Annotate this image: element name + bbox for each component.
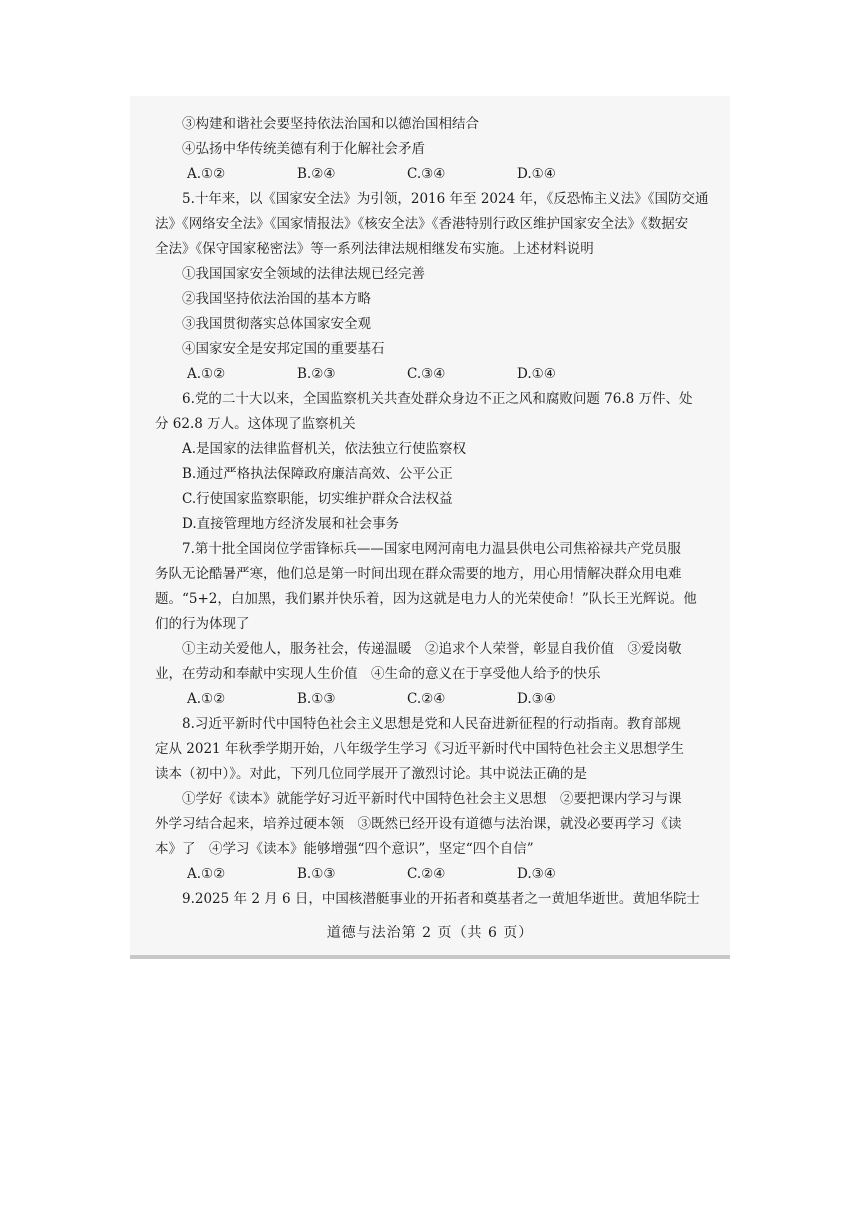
q5-stem-line: 全法》《保守国家秘密法》等一系列法律法规相继发布实施。上述材料说明	[155, 241, 594, 257]
q8-options-line: 本》了 ④学习《读本》能够增强“四个意识”，坚定“四个自信”	[155, 841, 534, 857]
q5-stem-line: 法》《网络安全法》《国家情报法》《核安全法》《香港特别行政区维护国家安全法》《数据安	[155, 216, 689, 232]
q4-option: ④弘扬中华传统美德有利于化解社会矛盾	[182, 141, 425, 157]
choice-c: C.②④	[407, 866, 446, 882]
q5-stem-line: 5.十年来，以《国家安全法》为引领，2016 年至 2024 年，《反恐怖主义法》《国防交通	[182, 191, 709, 207]
q4-option: ③构建和谐社会要坚持依法治国和以德治国相结合	[182, 116, 479, 132]
page-bottom-edge	[130, 955, 730, 959]
q8-options-line: ①学好《读本》就能学好习近平新时代中国特色社会主义思想 ②要把课内学习与课	[182, 791, 682, 807]
q5-option: ③我国贯彻落实总体国家安全观	[182, 316, 371, 332]
q6-option-b: B.通过严格执法保障政府廉洁高效、公平公正	[182, 466, 453, 482]
q7-options-line: ①主动关爱他人，服务社会，传递温暖 ②追求个人荣誉，彰显自我价值 ③爱岗敬	[182, 641, 682, 657]
q7-options-line: 业，在劳动和奉献中实现人生价值 ④生命的意义在于享受他人给予的快乐	[155, 666, 601, 682]
q5-option: ②我国坚持依法治国的基本方略	[182, 291, 371, 307]
choice-b: B.①③	[297, 691, 336, 707]
q6-stem-line: 6.党的二十大以来，全国监察机关共查处群众身边不正之风和腐败问题 76.8 万件、处	[182, 391, 693, 407]
choice-c: C.③④	[407, 166, 446, 182]
q7-choices	[155, 687, 715, 712]
q7-stem-line: 题。“5+2，白加黑，我们累并快乐着，因为这就是电力人的光荣使命！”队长王光辉说。他	[155, 591, 697, 607]
q9-stem-line: 9.2025 年 2 月 6 日，中国核潜艇事业的开拓者和奠基者之一黄旭华逝世。黄旭华院士	[182, 891, 700, 907]
q5-choices	[155, 362, 715, 387]
page-footer: 道德与法治第 2 页（共 6 页）	[326, 925, 534, 941]
q6-option-c: C.行使国家监察职能，切实维护群众合法权益	[182, 491, 453, 507]
choice-c: C.③④	[407, 366, 446, 382]
choice-a: A.①②	[187, 166, 226, 182]
choice-d: D.①④	[517, 366, 556, 382]
choice-b: B.②④	[297, 166, 336, 182]
q7-stem-line: 务队无论酷暑严寒，他们总是第一时间出现在群众需要的地方，用心用情解决群众用电难	[155, 566, 682, 582]
q8-choices	[155, 862, 715, 887]
q5-option: ①我国国家安全领域的法律法规已经完善	[182, 266, 425, 282]
q6-option-a: A.是国家的法律监督机关，依法独立行使监察权	[182, 441, 467, 457]
choice-c: C.②④	[407, 691, 446, 707]
q7-stem-line: 们的行为体现了	[155, 616, 250, 632]
choice-a: A.①②	[187, 691, 226, 707]
choice-b: B.②③	[297, 366, 336, 382]
exam-content	[155, 112, 715, 912]
q7-stem-line: 7.第十批全国岗位学雷锋标兵——国家电网河南电力温县供电公司焦裕禄共产党员服	[182, 541, 681, 557]
q4-choices	[155, 162, 715, 187]
choice-a: A.①②	[187, 366, 226, 382]
choice-d: D.③④	[517, 866, 556, 882]
q8-stem-line: 读本（初中）》。对此，下列几位同学展开了激烈讨论。其中说法正确的是	[155, 766, 587, 782]
choice-b: B.①③	[297, 866, 336, 882]
q8-options-line: 外学习结合起来，培养过硬本领 ③既然已经开设有道德与法治课，就没必要再学习《读	[155, 816, 682, 832]
choice-a: A.①②	[187, 866, 226, 882]
q6-stem-line: 分 62.8 万人。这体现了监察机关	[155, 416, 356, 432]
choice-d: D.①④	[517, 166, 556, 182]
q8-stem-line: 定从 2021 年秋季学期开始，八年级学生学习《习近平新时代中国特色社会主义思想学生	[155, 741, 684, 757]
q8-stem-line: 8.习近平新时代中国特色社会主义思想是党和人民奋进新征程的行动指南。教育部规	[182, 716, 681, 732]
q5-option: ④国家安全是安邦定国的重要基石	[182, 341, 385, 357]
choice-d: D.③④	[517, 691, 556, 707]
q6-option-d: D.直接管理地方经济发展和社会事务	[182, 516, 400, 532]
